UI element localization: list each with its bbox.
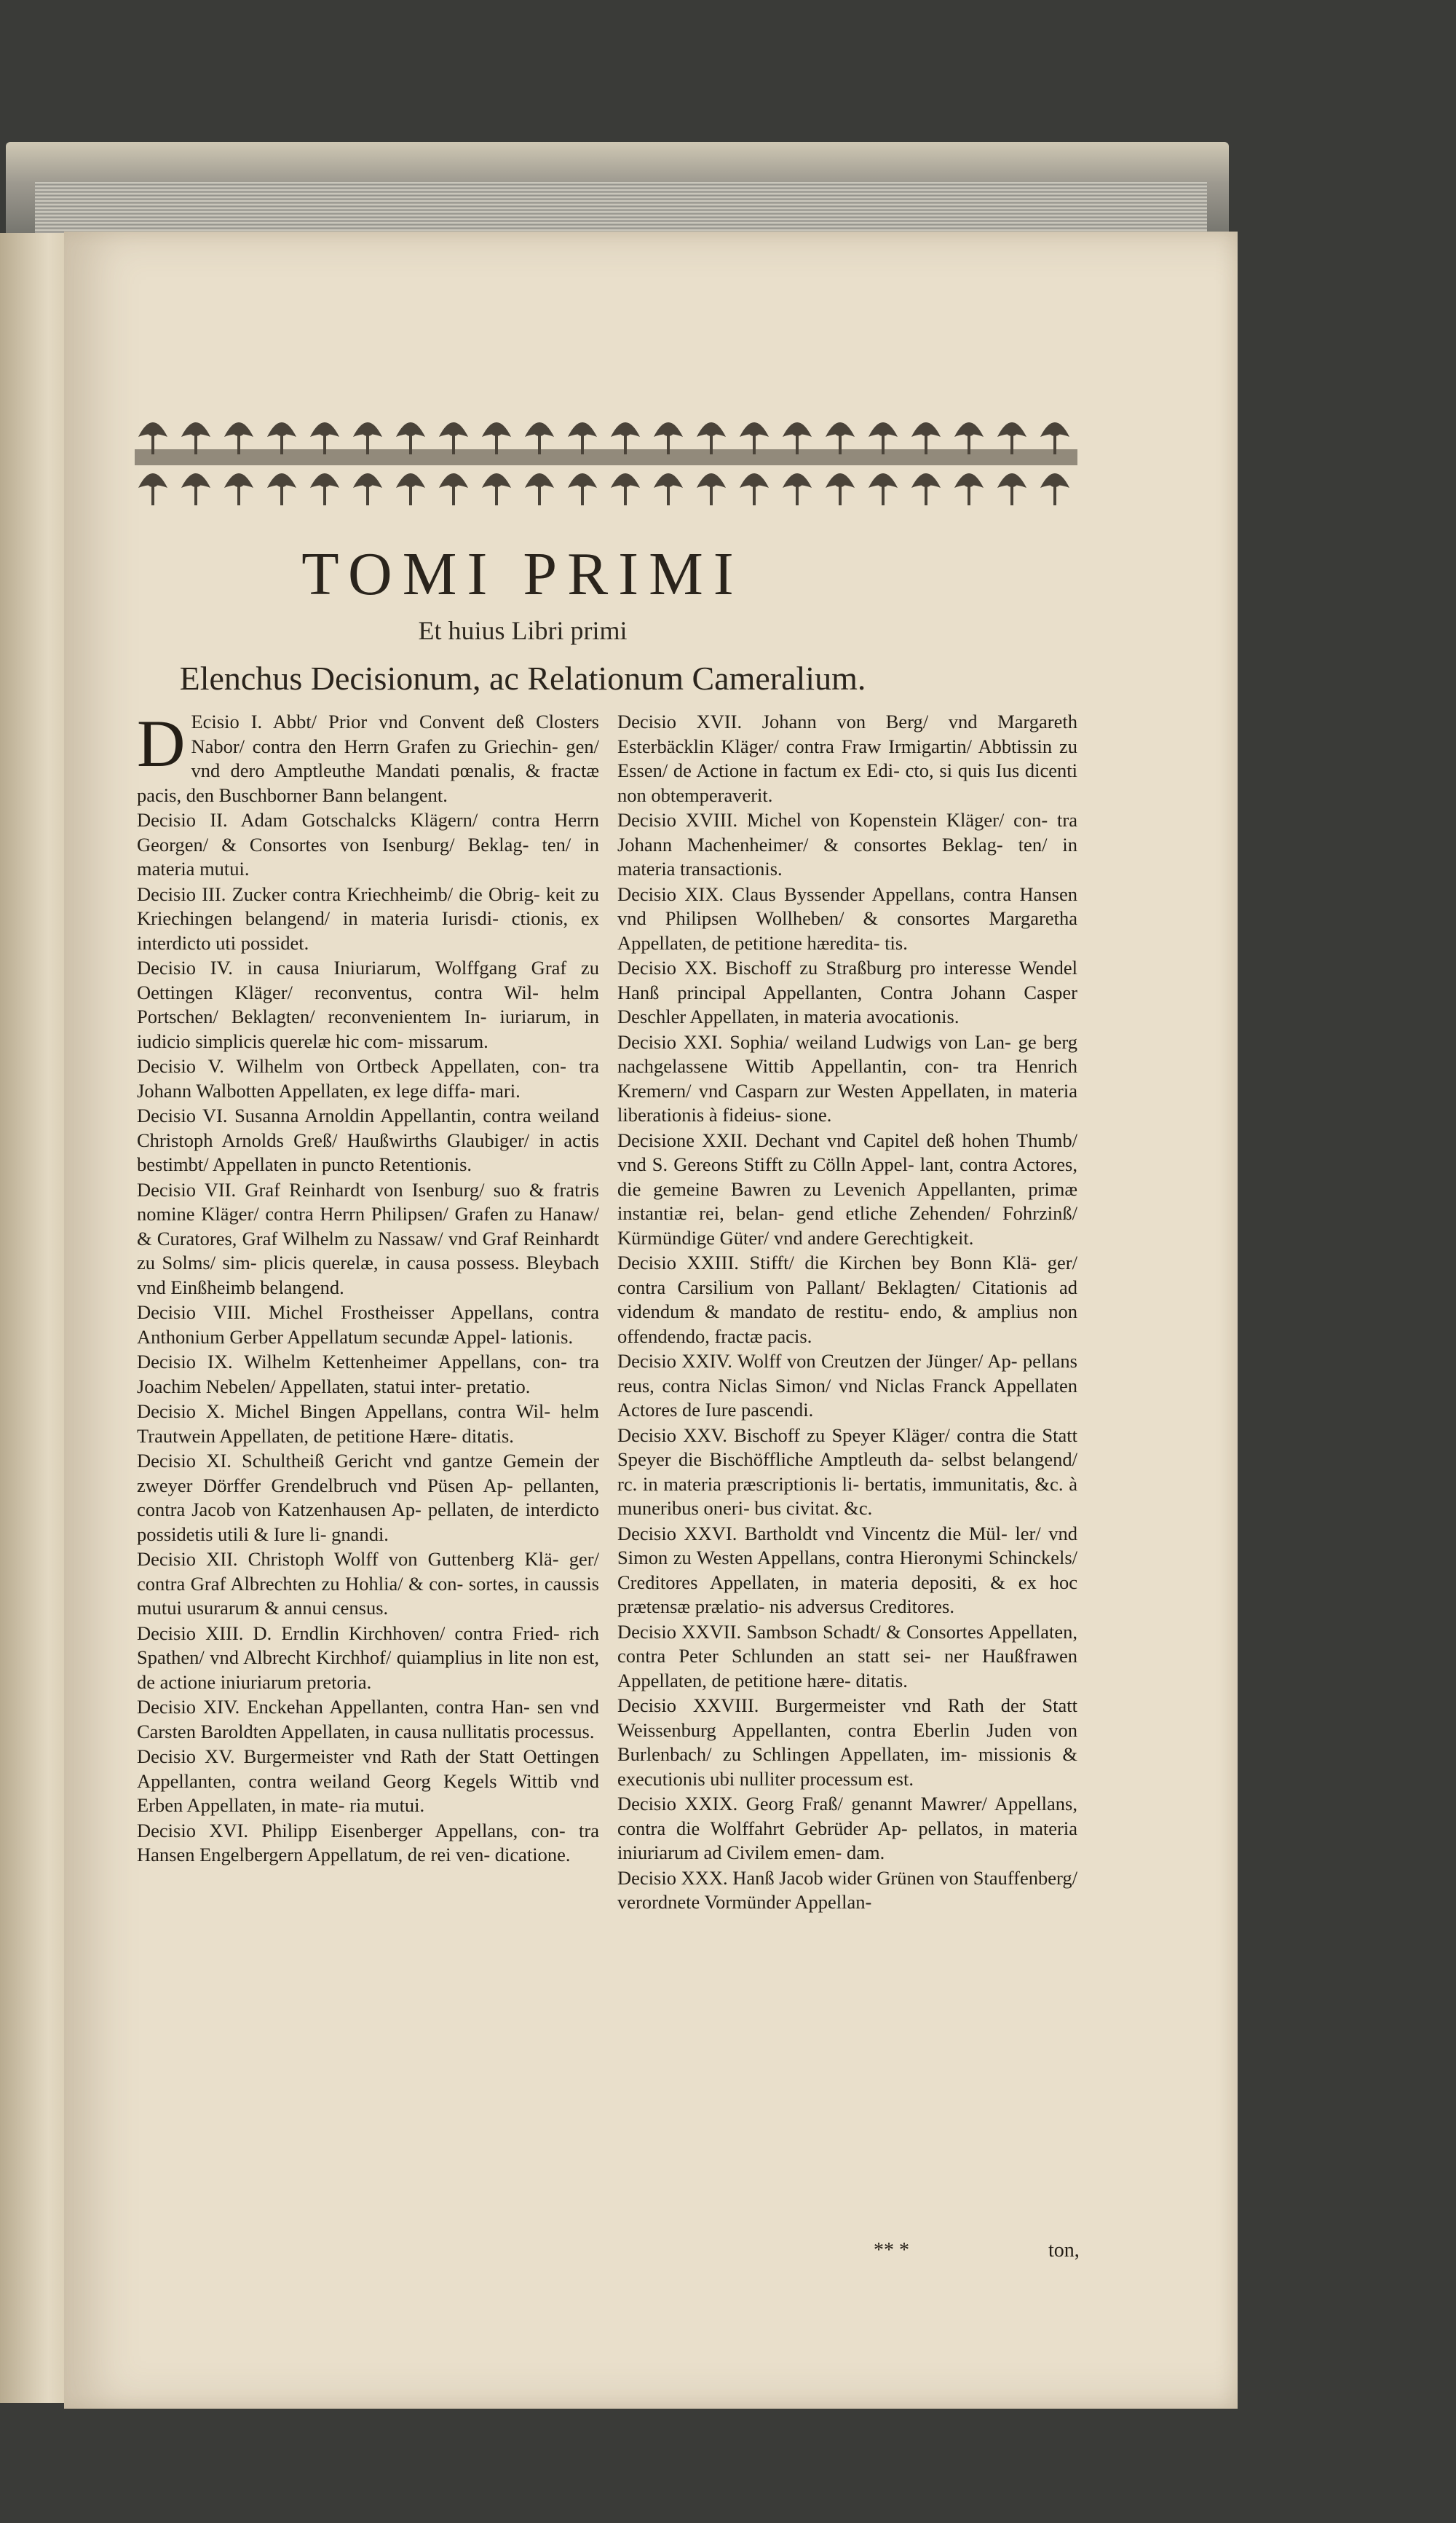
decision-entry — [617, 1792, 1077, 1865]
decision-entry — [137, 1695, 599, 1744]
fleuron — [783, 473, 812, 505]
decision-entry — [137, 1178, 599, 1300]
fleuron — [697, 473, 726, 505]
decision-entry — [137, 1547, 599, 1621]
decision-entry — [137, 1622, 599, 1695]
fleuron — [611, 473, 640, 505]
decision-entry — [137, 1819, 599, 1868]
decision-text: Decisio XVII. Johann von Berg/ vnd Margareth Esterbäcklin Kläger/ contra Fraw Irmigartin/ Abbtissin zu Essen/ de Actione in factum ex Edi- cto, si quis Ius dicenti non obtemperaverit. — [617, 711, 1077, 806]
fleuron — [396, 473, 425, 505]
fleuron — [353, 473, 382, 505]
fleuron — [267, 473, 296, 505]
decision-entry — [137, 1300, 599, 1349]
decision-text: Decisio X. Michel Bingen Appellans, contra Wil- helm Trautwein Appellaten, de petitione Hære- ditatis. — [137, 1400, 599, 1447]
fleuron — [525, 473, 554, 505]
decision-entry — [137, 1745, 599, 1818]
decision-text: Decisio IV. in causa Iniuriarum, Wolffgang Graf zu Oettingen Kläger/ reconventus, contra Wil- helm Portschen/ Beklagten/ reconvenientem In- iuriarum, in iudicio simplicis querelæ hic com- missarum. — [137, 957, 599, 1052]
left-column — [137, 706, 599, 1868]
decision-text: Decisio XXX. Hanß Jacob wider Grünen von Stauffenberg/ verordnete Vormünder Appellan- — [617, 1866, 1077, 1913]
decision-entry — [137, 956, 599, 1054]
decision-entry — [617, 956, 1077, 1030]
decision-text: Decisio XIX. Claus Byssender Appellans, contra Hansen vnd Philipsen Wollheben/ & consortes Margaretha Appellaten, de petitione hæredita- tis. — [617, 883, 1077, 954]
fleuron — [911, 473, 941, 505]
decision-entry — [617, 808, 1077, 882]
fleuron — [310, 473, 339, 505]
decision-entry — [617, 1030, 1077, 1128]
decision-entry — [617, 710, 1077, 808]
decision-text: Decisio XIII. D. Erndlin Kirchhoven/ contra Fried- rich Spathen/ vnd Albrecht Kirchhof/ quiamplius in lite non est, de actione iniuriarum pretoria. — [137, 1622, 599, 1693]
drop-cap: D — [137, 706, 186, 781]
fleuron — [568, 473, 597, 505]
decision-entry — [137, 1350, 599, 1399]
decision-text: Ecisio I. Abbt/ Prior vnd Convent deß Closters Nabor/ contra den Herrn Grafen zu Griechin- gen/ vnd dero Amptleuthe Mandati pœnalis, & fractæ pacis, den Buschborner Bann belangent. — [137, 711, 599, 806]
fleuron — [181, 473, 210, 505]
decision-text: Decisio XXVIII. Burgermeister vnd Rath der Statt Weissenburg Appellanten, contra Eberlin Juden von Burlenbach/ zu Schlingen Appellaten, im- missionis & executionis ubi nulliter processum est. — [617, 1694, 1077, 1790]
decision-entry — [617, 1522, 1077, 1619]
decision-entry — [617, 883, 1077, 956]
fleuron — [869, 473, 898, 505]
decision-entry — [137, 808, 599, 882]
decision-entry — [137, 706, 599, 808]
decision-entry — [617, 1620, 1077, 1694]
decision-text: Decisio XXVII. Sambson Schadt/ & Consortes Appellaten, contra Peter Schlunden an statt sei- ner Haußfrawen Appellaten, de petitione hære- ditatis. — [617, 1620, 1077, 1691]
decision-entry — [137, 1054, 599, 1103]
fleuron — [482, 473, 511, 505]
fleuron — [654, 473, 683, 505]
decision-text: Decisio V. Wilhelm von Ortbeck Appellaten, con- tra Johann Walbotten Appellaten, ex lege diffa- mari. — [137, 1055, 599, 1102]
page-edges — [35, 182, 1207, 233]
decision-text: Decisio VIII. Michel Frostheisser Appellans, contra Anthonium Gerber Appellatum secundæ Appel- lationis. — [137, 1301, 599, 1348]
decision-text: Decisio VII. Graf Reinhardt von Isenburg/ suo & fratris nomine Kläger/ contra Herrn Philipsen/ Grafen zu Hanaw/ & Curatores, Graf Wilhelm zu Nassaw/ vnd Graf Reinhardt zu Solms/ sim- plicis querelæ, in causa possess. Bleybach vnd Einßheimb belangend. — [137, 1178, 599, 1298]
decision-entry — [617, 1866, 1077, 1915]
page-subtitle: Et huius Libri primi — [418, 616, 628, 645]
decision-text: Decisio IX. Wilhelm Kettenheimer Appellans, con- tra Joachim Nebelen/ Appellaten, statui inter- pretatio. — [137, 1351, 599, 1397]
decision-entry — [617, 1251, 1077, 1349]
fleuron — [224, 473, 253, 505]
decision-text: Decisio XVIII. Michel von Kopenstein Kläger/ con- tra Johann Machenheimer/ & consortes Beklag- ten/ in materia transactionis. — [617, 809, 1077, 880]
fleuron — [997, 473, 1026, 505]
decision-entry — [617, 1129, 1077, 1251]
decision-entry — [137, 883, 599, 956]
fleuron — [826, 473, 855, 505]
decision-entry — [137, 1449, 599, 1547]
book-top-edge — [6, 142, 1229, 244]
decision-text: Decisio XI. Schultheiß Gericht vnd gantze Gemein der zweyer Dörffer Grendelbruch vnd Püsen Ap- pellanten, contra Jacob von Katzenhausen Ap- pellaten, de interdicto possidetis utili & Iure li- gnandi. — [137, 1450, 599, 1545]
decision-text: Decisio XXV. Bischoff zu Speyer Kläger/ contra die Statt Speyer die Bischöffliche Amptleuth da- selbst belangend/ rc. in materia præscriptionis li- bertatis, immunitatis, &c. à muneribus oneri- bus civitat. &c. — [617, 1424, 1077, 1519]
ornament-border — [135, 404, 1077, 528]
catchword: ton, — [1048, 2239, 1080, 2262]
decision-text: Decisio VI. Susanna Arnoldin Appellantin, contra weiland Christoph Arnolds Greß/ Haußwirths Glaubiger/ in actis bestimbt/ Appellaten in puncto Retentionis. — [137, 1105, 599, 1175]
decision-entry — [617, 1349, 1077, 1423]
page-title: TOMI PRIMI — [301, 540, 744, 608]
decision-text: Decisio XX. Bischoff zu Straßburg pro interesse Wendel Hanß principal Appellanten, Contra Johann Casper Deschler Appellaten, in materia avocationis. — [617, 957, 1077, 1027]
decision-text: Decisio XXI. Sophia/ weiland Ludwigs von Lan- ge berg nachgelassene Wittib Appellantin, con- tra Henrich Kremern/ vnd Casparn zur Westen Appellaten, in materia liberationis à fideius- sione. — [617, 1030, 1077, 1126]
fleuron — [138, 473, 167, 505]
decision-text: Decisio XVI. Philipp Eisenberger Appellans, con- tra Hansen Engelbergern Appellatum, de rei ven- dicatione. — [137, 1819, 599, 1865]
decision-text: Decisio XII. Christoph Wolff von Guttenberg Klä- ger/ contra Graf Albrechten zu Hohlia/ & con- sortes, in caussis mutui usurarum & annui census. — [137, 1548, 599, 1619]
decision-text: Decisio II. Adam Gotschalcks Klägern/ contra Herrn Georgen/ & Consortes von Isenburg/ Beklag- ten/ in materia mutui. — [137, 809, 599, 880]
decision-text: Decisio XIV. Enckehan Appellanten, contra Han- sen vnd Carsten Baroldten Appellaten, in causa nullitatis processus. — [137, 1696, 599, 1742]
decision-text: Decisio XV. Burgermeister vnd Rath der Statt Oettingen Appellanten, contra weiland Georg Kegels Wittib vnd Erben Appellaten, in mate- ria mutui. — [137, 1745, 599, 1816]
decision-text: Decisio XXIX. Georg Fraß/ genannt Mawrer/ Appellans, contra die Wolffahrt Gebrüder Ap- pellatos, in materia iniuriarum ad Civilem emen- dam. — [617, 1793, 1077, 1863]
right-column — [617, 710, 1077, 1916]
decision-entry — [617, 1424, 1077, 1521]
decision-text: Decisio III. Zucker contra Kriechheimb/ die Obrig- keit zu Kriechingen belangend/ in materia Iurisdi- ctionis, ex interdicto uti possidet. — [137, 883, 599, 954]
fleuron — [954, 473, 984, 505]
decision-entry — [137, 1399, 599, 1448]
fleuron — [439, 473, 468, 505]
decision-entry — [137, 1104, 599, 1177]
decision-text: Decisio XXIV. Wolff von Creutzen der Jünger/ Ap- pellans reus, contra Niclas Simon/ vnd Niclas Franck Appellaten Actores de Iure pascendi. — [617, 1350, 1077, 1421]
fleuron — [1040, 473, 1069, 505]
decision-text: Decisio XXVI. Bartholdt vnd Vincentz die Mül- ler/ vnd Simon zu Westen Appellans, contra Hieronymi Schinckels/ Creditores Appellaten, in materia depositi, & ex hoc prætensæ prælatio- nis adversus Creditores. — [617, 1522, 1077, 1617]
decision-entry — [617, 1694, 1077, 1791]
fleuron — [740, 473, 769, 505]
page-heading: Elenchus Decisionum, ac Relationum Cameralium. — [179, 660, 866, 697]
ornament-band — [135, 449, 1077, 465]
decision-text: Decisio XXIII. Stifft/ die Kirchen bey Bonn Klä- ger/ contra Carsilium von Pallant/ Beklagten/ Citationis ad videndum & mandato de restitu- endo, & amplius non offendendo, fractæ pacis. — [617, 1252, 1077, 1347]
decision-text: Decisione XXII. Dechant vnd Capitel deß hohen Thumb/ vnd S. Gereons Stifft zu Cölln Appel- lant, contra Actores, die gemeine Bawren zu Levenich Appellanten, primæ instantiæ rei, belan- gend etliche Zehenden/ Fohrzinß/ Kürmündige Güter/ vnd andere Gerechtigkeit. — [617, 1129, 1077, 1249]
signature-mark: ** * — [874, 2239, 909, 2262]
